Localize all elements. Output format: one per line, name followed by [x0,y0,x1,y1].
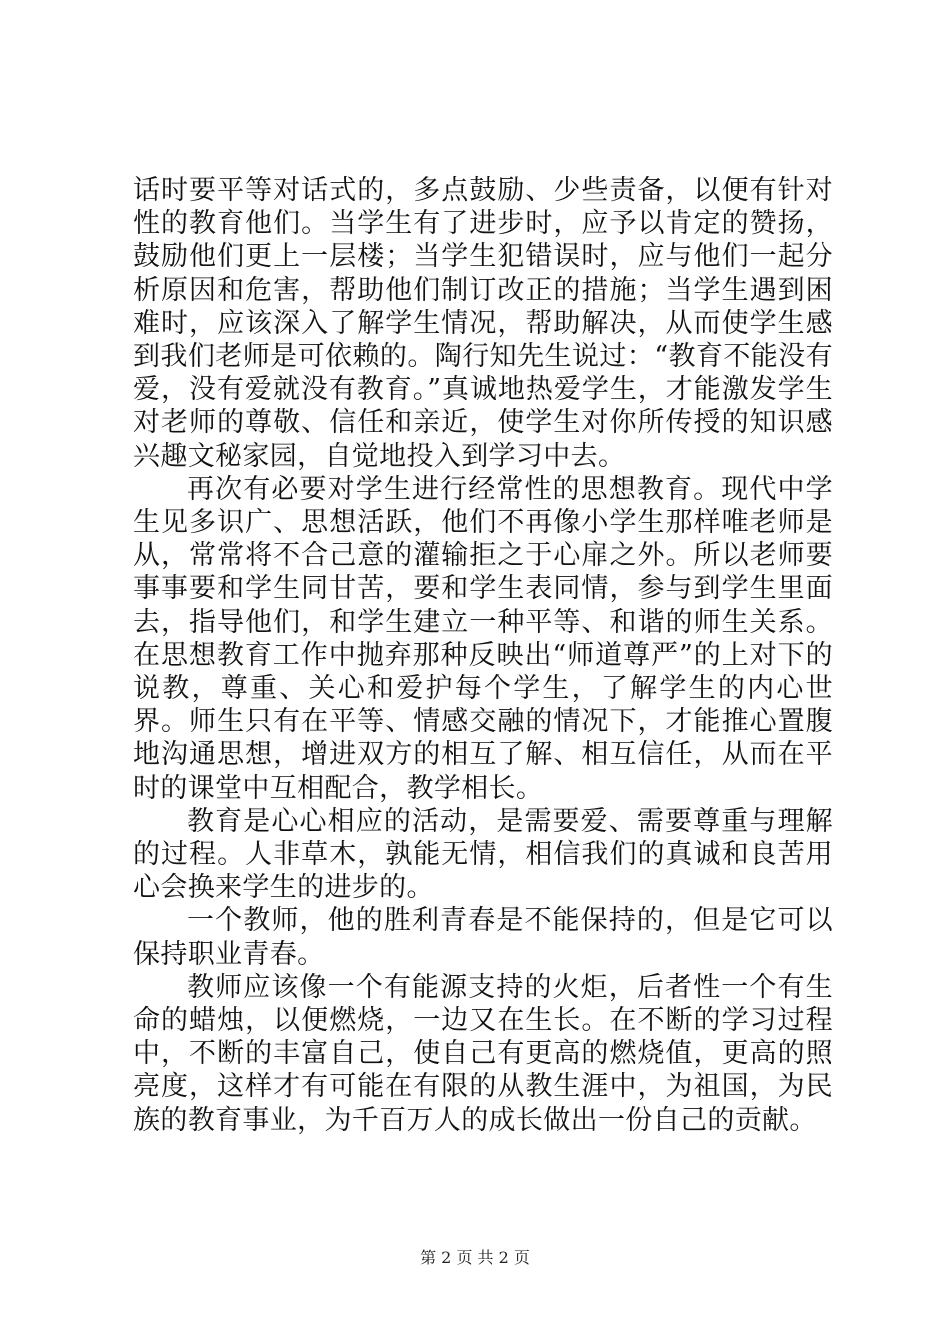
paragraph-3: 教育是心心相应的活动，是需要爱、需要尊重与理解的过程。人非草木，孰能无情，相信我们的真诚和良苦用心会换来学生的进步的。 [133,805,833,904]
paragraph-1: 话时要平等对话式的，多点鼓励、少些责备，以便有针对性的教育他们。当学生有了进步时，应予以肯定的赞扬，鼓励他们更上一层楼；当学生犯错误时，应与他们一起分析原因和危害，帮助他们制订改正的措施；当学生遇到困难时，应该深入了解学生情况，帮助解决，从而使学生感到我们老师是可依赖的。陶行知先生说过：“教育不能没有爱，没有爱就没有教育。”真诚地热爱学生，才能激发学生对老师的尊敬、信任和亲近，使学生对你所传授的知识感兴趣文秘家园，自觉地投入到学习中去。 [133,175,833,472]
document-body [133,174,833,1137]
paragraph-5: 教师应该像一个有能源支持的火炬，后者性一个有生命的蜡烛，以便燃烧，一边又在生长。在不断的学习过程中，不断的丰富自己，使自己有更高的燃烧值，更高的照亮度，这样才有可能在有限的从教生涯中，为祖国，为民族的教育事业，为千百万人的成长做出一份自己的贡献。 [133,971,833,1136]
paragraph-2: 再次有必要对学生进行经常性的思想教育。现代中学生见多识广、思想活跃，他们不再像小学生那样唯老师是从，常常将不合己意的灌输拒之于心扉之外。所以老师要事事要和学生同甘苦，要和学生表同情，参与到学生里面去，指导他们，和学生建立一种平等、和谐的师生关系。在思想教育工作中抛弃那种反映出“师道尊严”的上对下的说教，尊重、关心和爱护每个学生，了解学生的内心世界。师生只有在平等、情感交融的情况下，才能推心置腹地沟通思想，增进双方的相互了解、相互信任，从而在平时的课堂中互相配合，教学相长。 [133,473,833,804]
page-footer: 第 2 页 共 2 页 [420,1248,530,1267]
paragraph-4: 一个教师，他的胜利青春是不能保持的，但是它可以保持职业青春。 [133,905,833,970]
